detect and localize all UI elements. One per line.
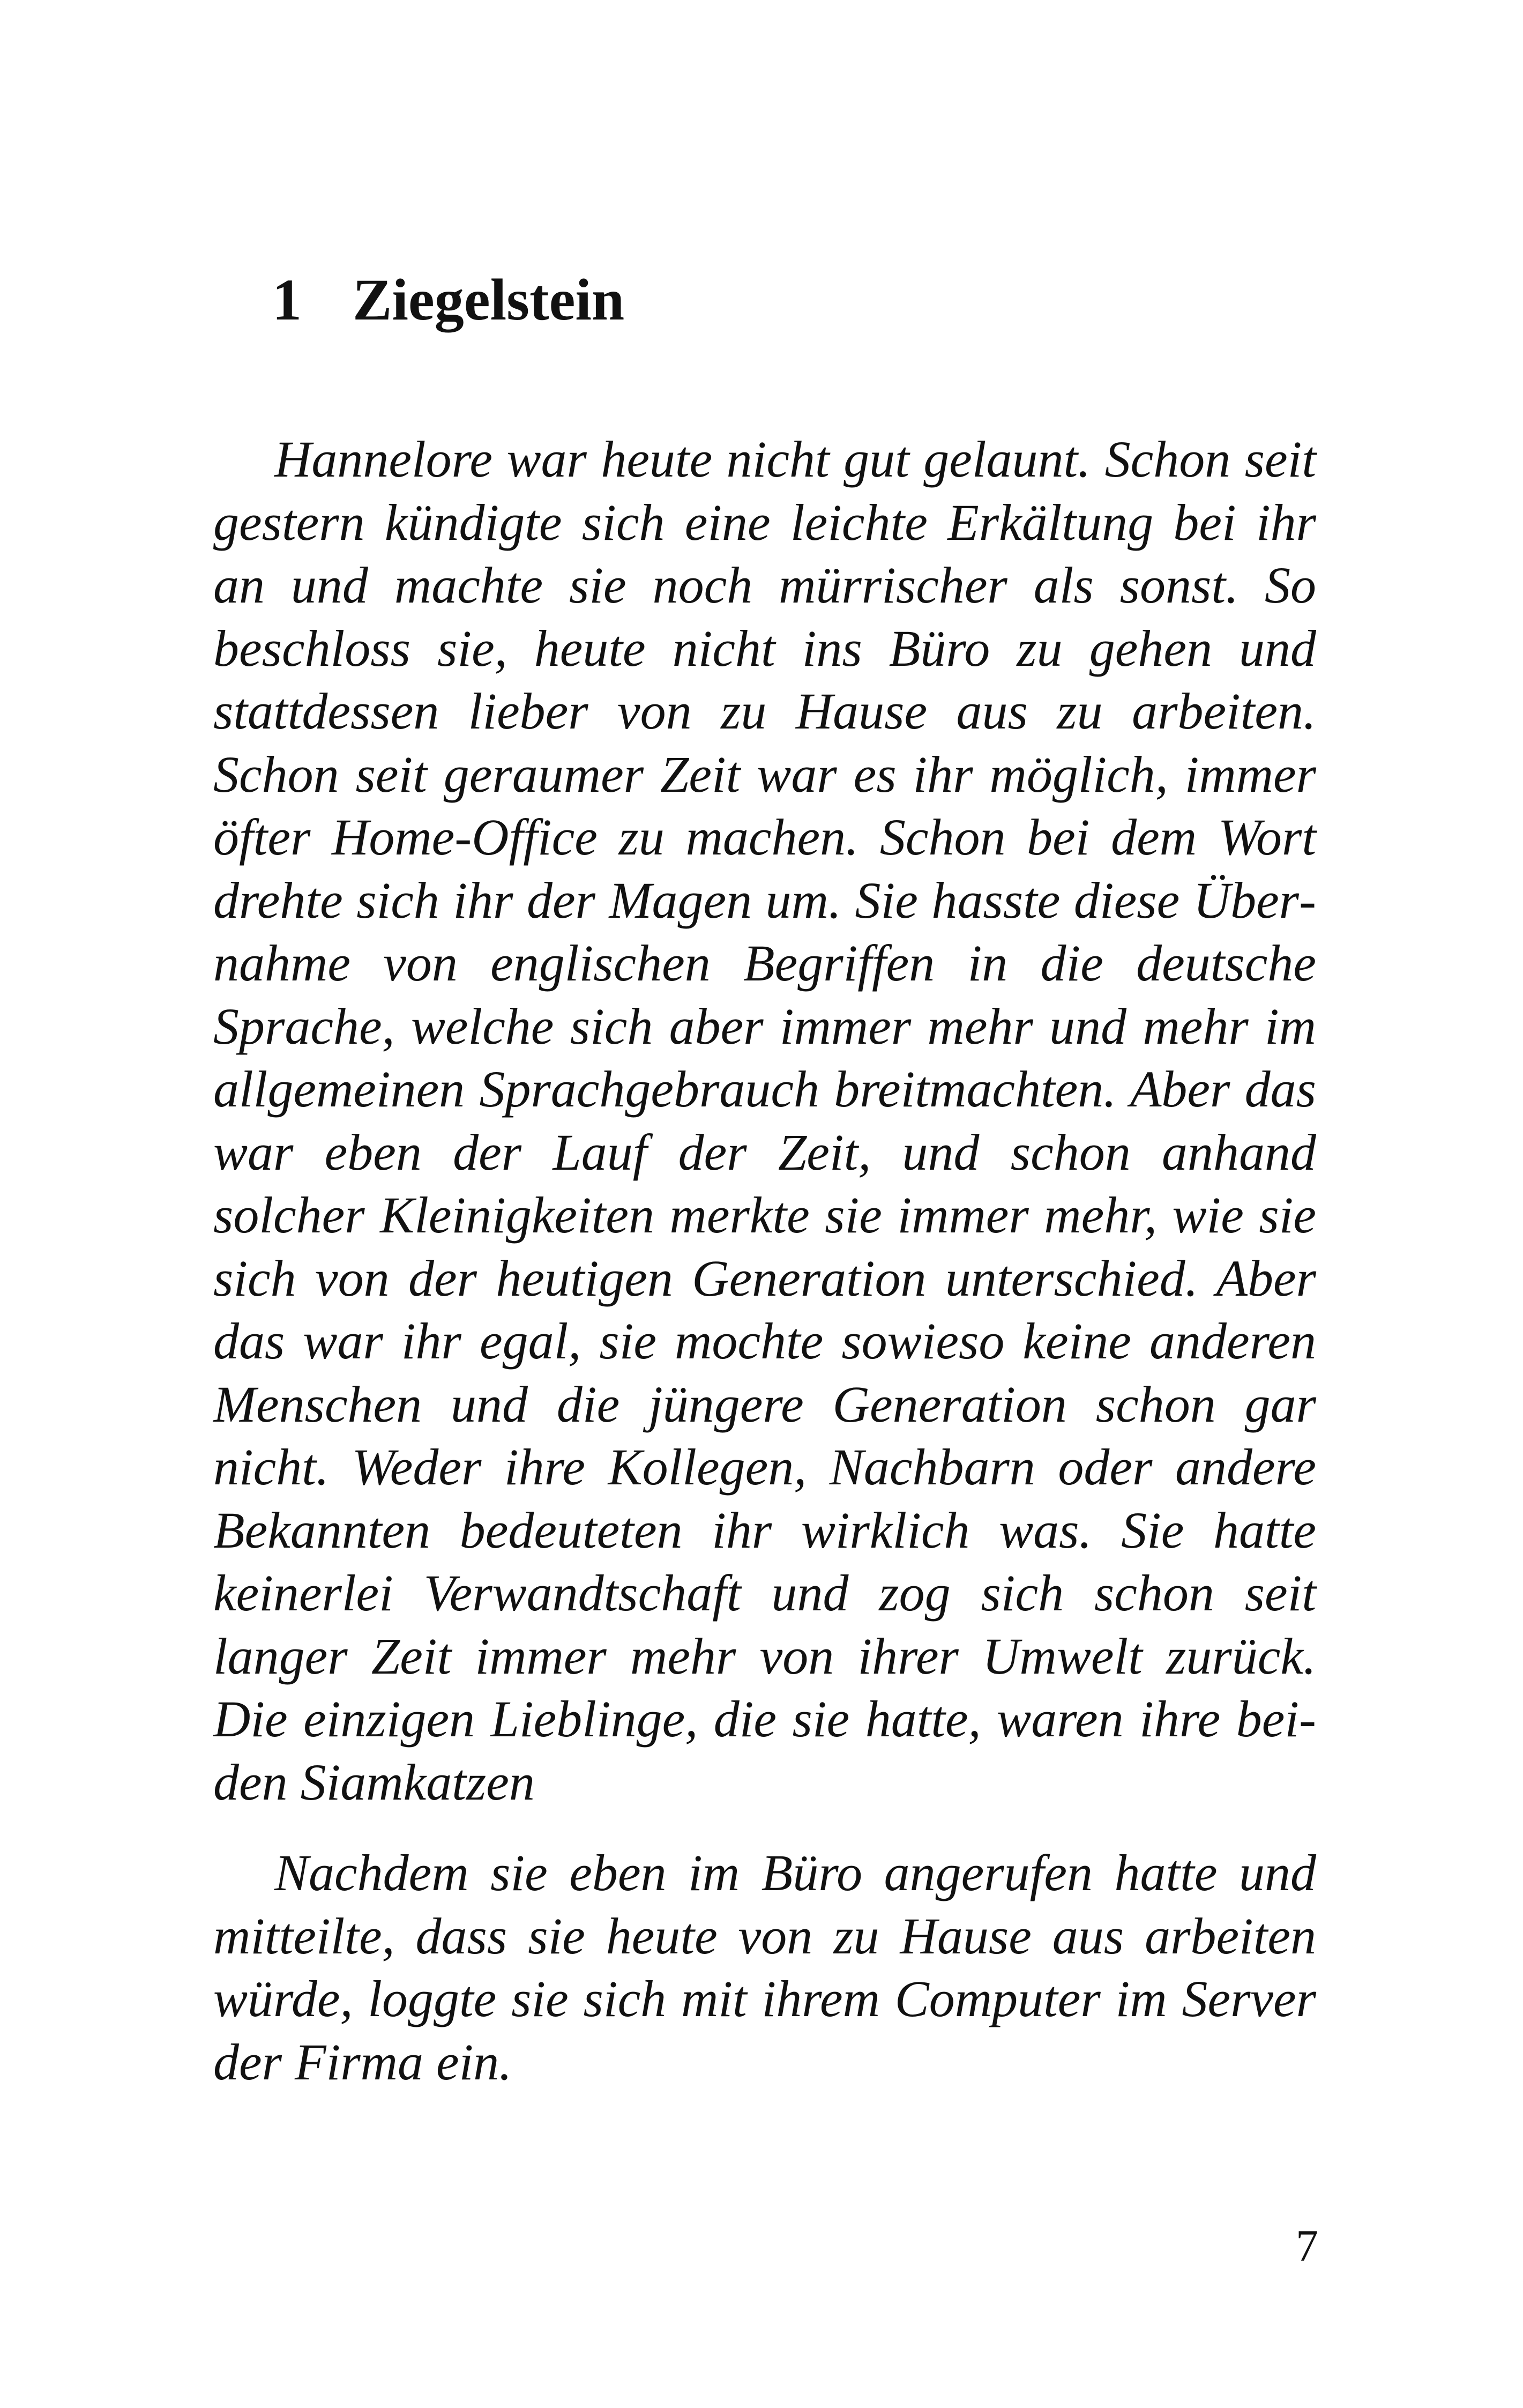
paragraph: Nachdem sie eben im Büro angerufen hatte und mitteilte, dass sie heute von zu Hause aus arbeiten würde, loggte sie sich mit ihrem Computer im Server der Firma ein. xyxy=(213,1844,1316,2091)
paragraph: Hannelore war heute nicht gut gelaunt. Schon seit gestern kündigte sich eine leichte Erkältung bei ihr an und machte sie noch mürrischer als sonst. So beschloss sie, heute nicht ins Büro zu gehen und stattdessen lieber von zu Hause aus zu arbeiten. Schon seit geraumer Zeit war es ihr möglich, immer öfter Home-Office zu machen. Schon bei dem Wort drehte sich ihr der Magen um. Sie hasste diese Übernahme von englischen Begriffen in die deutsche Sprache, welche sich aber immer mehr und mehr im allgemeinen Sprachgebrauch breitmachten. Aber das war eben der Lauf der Zeit, und schon anhand solcher Kleinigkeiten merkte sie immer mehr, wie sie sich von der heutigen Generation unterschied. Aber das war ihr egal, sie mochte sowieso keine anderen Menschen und die jüngere Generation schon gar nicht. Weder ihre Kollegen, Nachbarn oder andere Bekannten bedeuteten ihr wirklich was. Sie hatte keinerlei Verwandtschaft und zog sich schon seit langer Zeit immer mehr von ihrer Umwelt zurück. Die einzigen Lieblinge, die sie hatte, waren ihre beiden Siamkatzen xyxy=(213,430,1316,1811)
chapter-number: 1 xyxy=(272,266,302,332)
chapter-title: Ziegelstein xyxy=(353,266,625,332)
chapter-body xyxy=(213,428,1316,2093)
page-number: 7 xyxy=(1296,2221,1318,2271)
chapter-heading xyxy=(272,266,625,332)
